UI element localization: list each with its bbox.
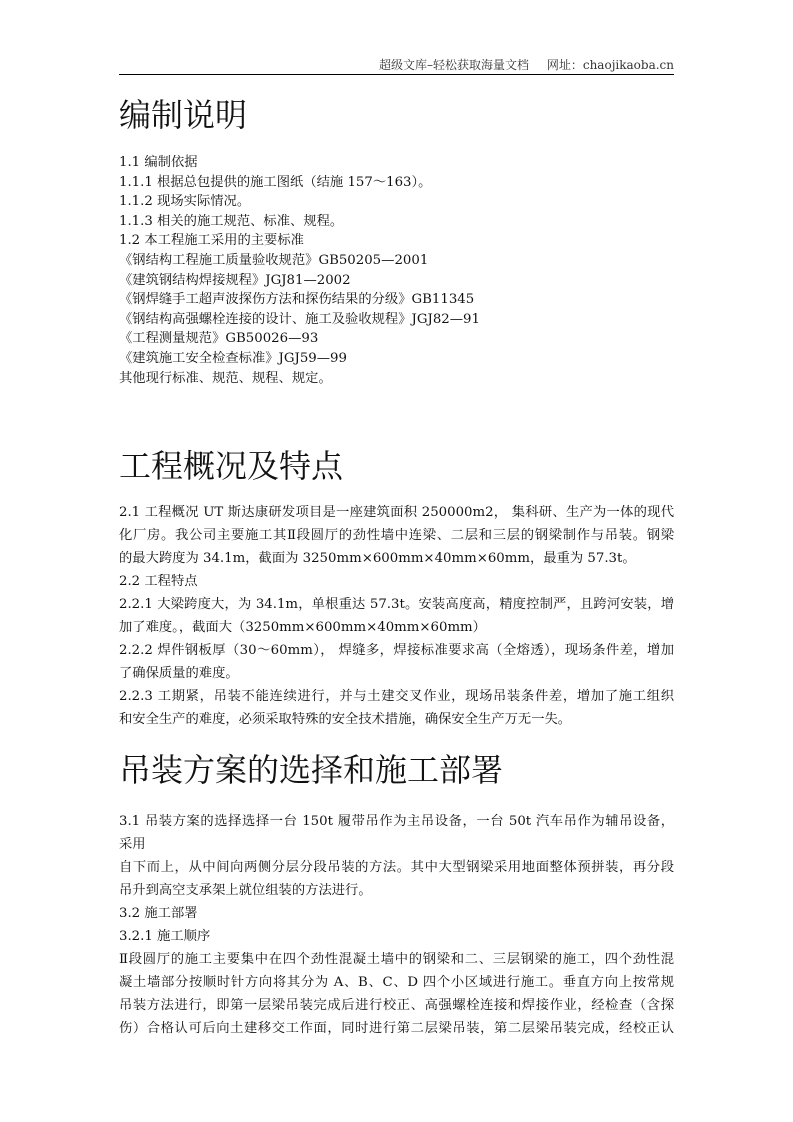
header-url: 网址：chaojikaoba.cn (546, 58, 674, 72)
paragraph-line: 2.2.2 焊件钢板厚（30～60mm）， 焊缝多，焊接标准要求高（全熔透），现场条件差，增加 (119, 643, 674, 658)
paragraph-line: 1.1 编制依据 (119, 155, 198, 170)
paragraph-line: 凝土墙部分按顺时针方向将其分为 A、B、C、D 四个小区域进行施工。垂直方向上按常规 (119, 975, 674, 990)
paragraph-line: 3.2 施工部署 (119, 906, 198, 921)
paragraph-line: 2.2.1 大梁跨度大，为 34.1m，单根重达 57.3t。安装高度高，精度控制严，且跨河安装，增 (119, 597, 674, 612)
paragraph-line: 1.1.3 相关的施工规范、标准、规程。 (119, 213, 344, 229)
paragraph-line: 采用 (119, 837, 146, 852)
paragraph-line: 吊装方法进行，即第一层梁吊装完成后进行校正、高强螺栓连接和焊接作业，经检查（含探 (119, 998, 674, 1013)
section-1-body (119, 153, 674, 388)
section-3-body (119, 810, 674, 1040)
paragraph-line: 自下而上，从中间向两侧分层分段吊装的方法。其中大型钢梁采用地面整体预拼装，再分段 (119, 860, 674, 875)
paragraph-line: Ⅱ段圆厅的施工主要集中在四个劲性混凝土墙中的钢梁和二、三层钢梁的施工，四个劲性混 (119, 952, 674, 967)
paragraph-line: 3.1 吊装方案的选择选择一台 150t 履带吊作为主吊设备，一台 50t 汽车吊作为辅吊设备， (119, 814, 674, 829)
paragraph-line: 《工程测量规范》GB50026—93 (119, 331, 319, 347)
paragraph-line: 吊升到高空支承架上就位组装的方法进行。 (119, 883, 372, 898)
paragraph-line: 《建筑钢结构焊接规程》JGJ81—2002 (119, 272, 351, 288)
paragraph-line: 其他现行标准、规范、规程、规定。 (119, 370, 332, 386)
paragraph-line: 《钢结构工程施工质量验收规范》GB50205—2001 (119, 252, 429, 268)
section-2-title: 工程概况及特点 (119, 447, 344, 485)
paragraph-line: 的最大跨度为 34.1m，截面为 3250mm×600mm×40mm×60mm，最重为 57.3t。 (119, 551, 636, 566)
paragraph-line: 3.2.1 施工顺序 (119, 929, 211, 944)
paragraph-line: 2.2.3 工期紧，吊装不能连续进行，并与土建交叉作业，现场吊装条件差，增加了施工组织 (119, 689, 674, 704)
paragraph-line: 《钢结构高强螺栓连接的设计、施工及验收规程》JGJ82—91 (119, 311, 480, 327)
section-1-title: 编制说明 (119, 96, 248, 134)
paragraph-line: 2.2 工程特点 (119, 574, 198, 589)
paragraph-line: 《钢焊缝手工超声波探伤方法和探伤结果的分级》GB11345 (119, 292, 475, 308)
header-rule (119, 74, 674, 75)
paragraph-line: 1.1.1 根据总包提供的施工图纸（结施 157～163）。 (119, 174, 432, 190)
paragraph-line: 1.2 本工程施工采用的主要标准 (119, 233, 304, 249)
section-2-body (119, 501, 674, 731)
paragraph-line: 和安全生产的难度，必须采取特殊的安全技术措施，确保安全生产万无一失。 (119, 712, 572, 727)
paragraph-line: 2.1 工程概况 UT 斯达康研发项目是一座建筑面积 250000m2， 集科研、生产为一体的现代 (119, 505, 674, 520)
paragraph-line: 1.1.2 现场实际情况。 (119, 194, 251, 210)
section-3-title: 吊装方案的选择和施工部署 (119, 751, 504, 789)
page-header (379, 56, 674, 73)
header-site-name: 超级文库–轻松获取海量文档 (379, 58, 530, 72)
paragraph-line: 《建筑施工安全检查标准》JGJ59—99 (119, 350, 347, 366)
paragraph-line: 了确保质量的难度。 (119, 666, 239, 681)
paragraph-line: 加了难度。，截面大（3250mm×600mm×40mm×60mm） (119, 620, 486, 635)
paragraph-line: 伤）合格认可后向土建移交工作面，同时进行第二层梁吊装，第二层梁吊装完成，经校正认 (119, 1021, 674, 1036)
paragraph-line: 化厂房。我公司主要施工其Ⅱ段圆厅的劲性墙中连梁、二层和三层的钢梁制作与吊装。钢梁 (119, 528, 674, 543)
